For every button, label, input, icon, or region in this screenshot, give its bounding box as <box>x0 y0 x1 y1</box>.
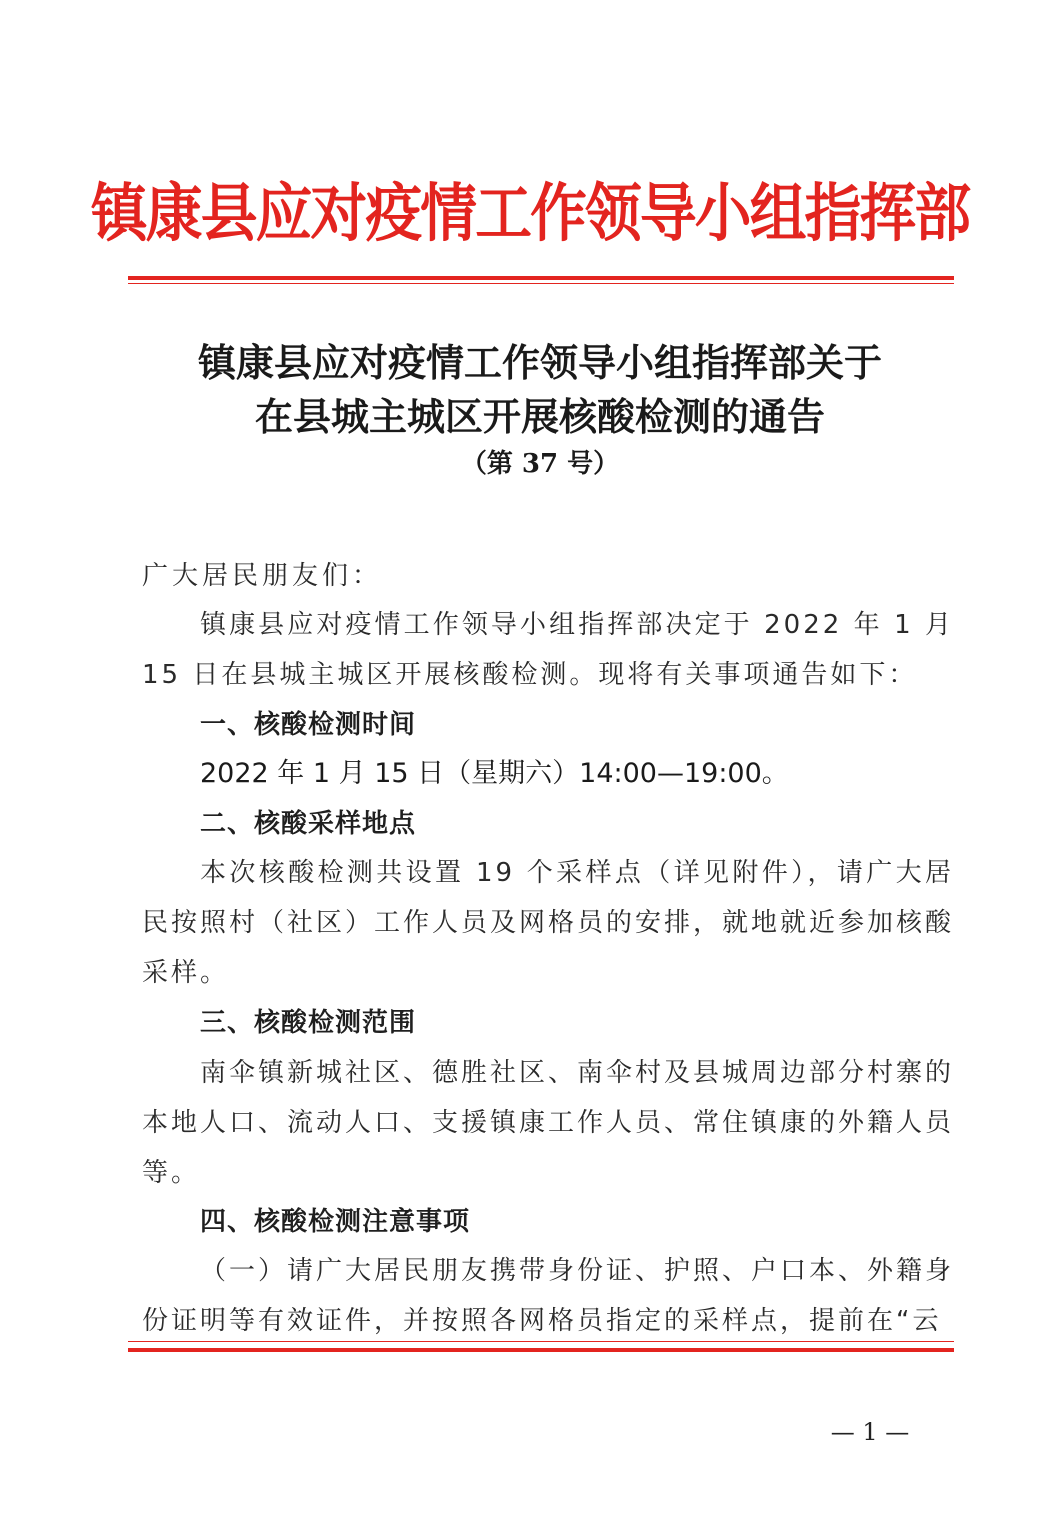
greeting: 广大居民朋友们： <box>142 561 383 591</box>
notice-title-line-1: 镇康县应对疫情工作领导小组指挥部关于 <box>197 340 882 385</box>
section-2-content: 本次核酸检测共设置 19 个采样点（详见附件），请广大居民按照村（社区）工作人员及网格员的安排，就地就近参加核酸采样。 <box>142 858 955 988</box>
section-1-heading: 一、核酸检测时间 <box>200 710 417 740</box>
footer-red-rule-thin <box>128 1341 954 1342</box>
notice-title-line-2: 在县城主城区开展核酸检测的通告 <box>254 394 825 439</box>
footer-red-rule-thick <box>128 1348 954 1352</box>
section-2-heading: 二、核酸采样地点 <box>200 809 417 839</box>
header-org-name: 镇康县应对疫情工作领导小组指挥部 <box>90 176 970 250</box>
section-4-heading: 四、核酸检测注意事项 <box>200 1207 471 1237</box>
header-red-rule-thin <box>128 283 954 284</box>
section-1-content: 2022 年 1 月 15 日（星期六）14:00—19:00。 <box>200 758 789 789</box>
section-3-heading: 三、核酸检测范围 <box>200 1008 417 1038</box>
notice-number: （第 37 号） <box>460 449 620 479</box>
header-red-rule-thick <box>128 276 954 280</box>
page-number: — 1 — <box>830 1418 910 1446</box>
section-3-content: 南伞镇新城社区、德胜社区、南伞村及县城周边部分村寨的本地人口、流动人口、支援镇康工作人员、常住镇康的外籍人员等。 <box>142 1058 955 1188</box>
section-4-content: （一）请广大居民朋友携带身份证、护照、户口本、外籍身份证明等有效证件，并按照各网格员指定的采样点，提前在“云 <box>142 1256 955 1336</box>
intro-paragraph: 镇康县应对疫情工作领导小组指挥部决定于 2022 年 1 月 15 日在县城主城区开展核酸检测。现将有关事项通告如下： <box>142 610 954 690</box>
